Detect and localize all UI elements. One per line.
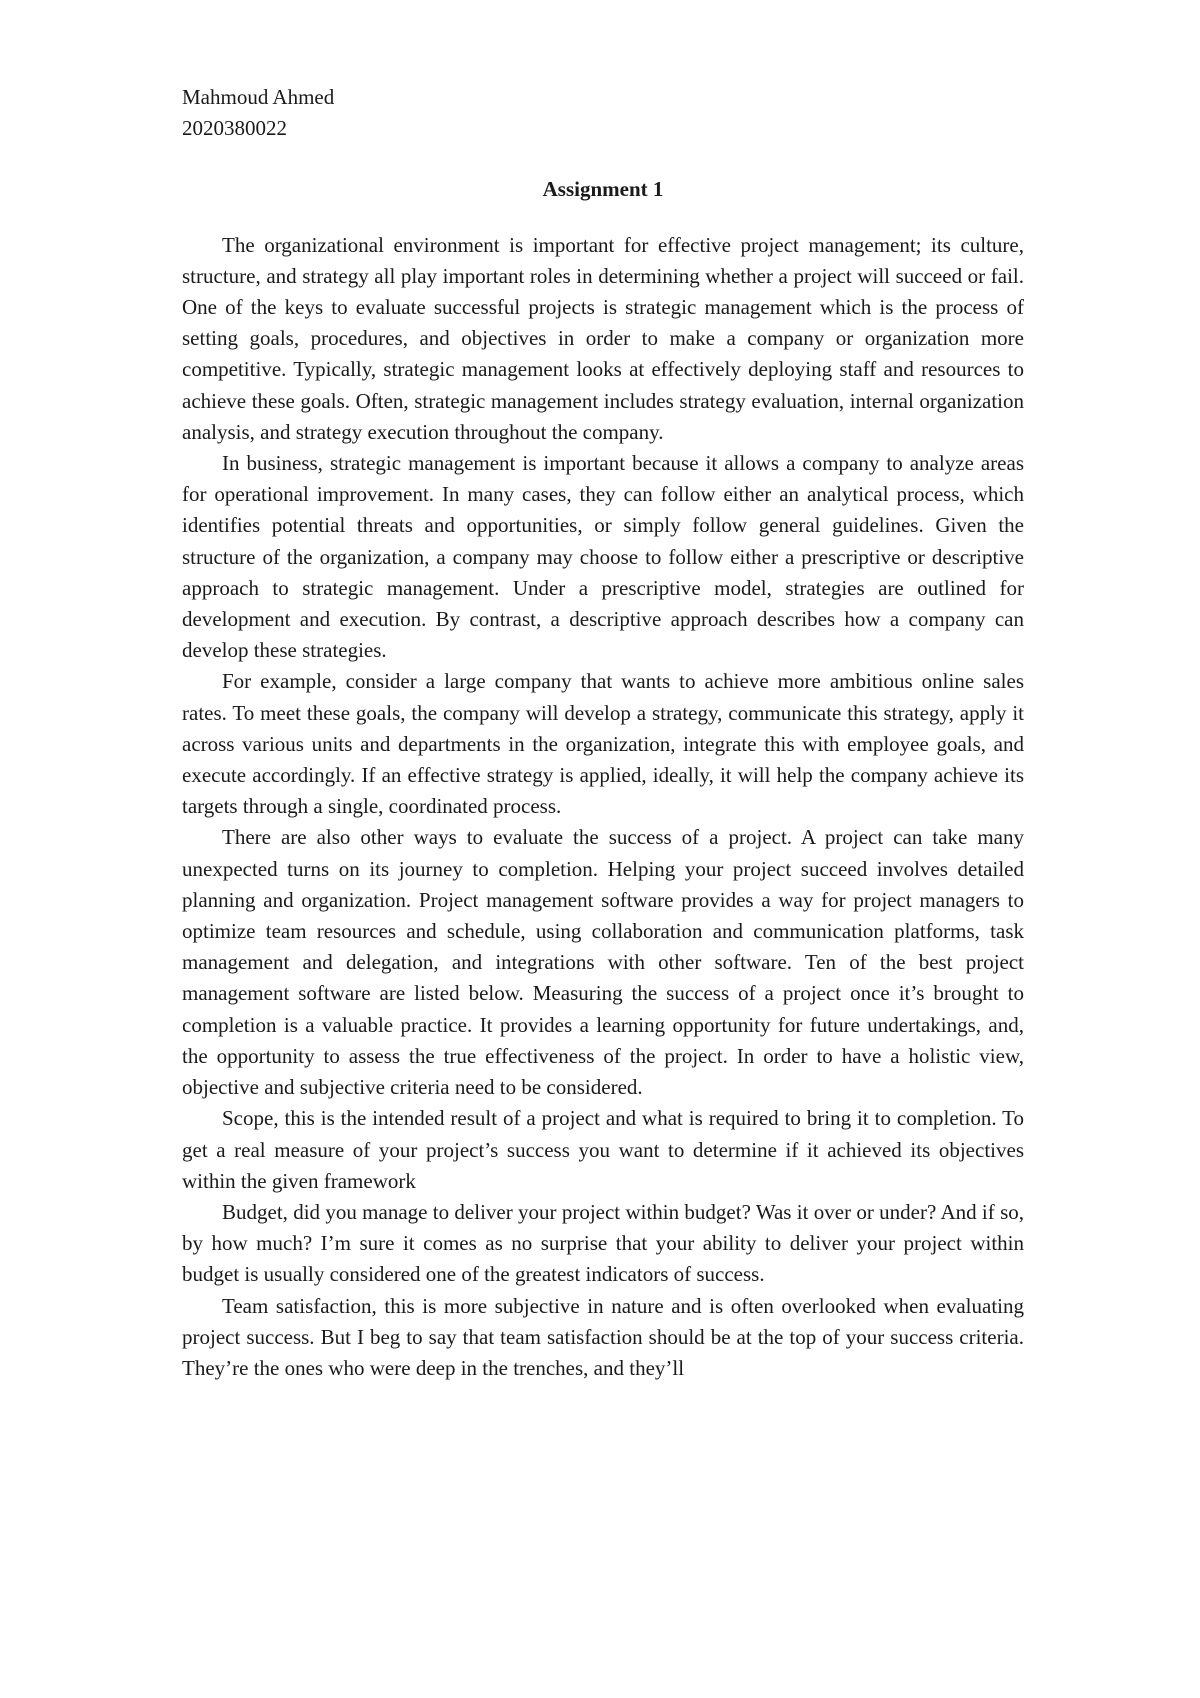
paragraph-2: In business, strategic management is important because it allows a company to analyze areas for operational improvement. In many cases, they can follow either an analytical process, which identifies potential threats and opportunities, or simply follow general guidelines. Given the structure of the organization, a company may choose to follow either a prescriptive or descriptive approach to strategic management. Under a prescriptive model, strategies are outlined for development and execution. By contrast, a descriptive approach describes how a company can develop these strategies.: [182, 451, 1024, 663]
document-title: Assignment 1: [542, 177, 664, 202]
document-body: [182, 82, 1024, 1384]
paragraph-1: The organizational environment is important for effective project management; its culture, structure, and strategy all play important roles in determining whether a project will succeed or fail. One of the keys to evaluate successful projects is strategic management which is the process of setting goals, procedures, and objectives in order to make a company or organization more competitive. Typically, strategic management looks at effectively deploying staff and resources to achieve these goals. Often, strategic management includes strategy evaluation, internal organization analysis, and strategy execution throughout the company.: [182, 232, 1024, 444]
paragraph-4: There are also other ways to evaluate the success of a project. A project can take many unexpected turns on its journey to completion. Helping your project succeed involves detailed planning and organization. Project management software provides a way for project managers to optimize team resources and schedule, using collaboration and communication platforms, task management and delegation, and integrations with other software. Ten of the best project management software are listed below. Measuring the success of a project once it’s brought to completion is a valuable practice. It provides a learning opportunity for future undertakings, and, the opportunity to assess the true effectiveness of the project. In order to have a holistic view, objective and subjective criteria need to be considered.: [182, 825, 1024, 1100]
student-id: 2020380022: [182, 116, 287, 141]
paragraph-7: Team satisfaction, this is more subjective in nature and is often overlooked when evaluating project success. But I beg to say that team satisfaction should be at the top of your success criteria. They’re the ones who were deep in the trenches, and they’ll: [182, 1293, 1024, 1380]
author-name: Mahmoud Ahmed: [182, 85, 335, 109]
paragraph-6: Budget, did you manage to deliver your project within budget? Was it over or under? And if so, by how much? I’m sure it comes as no surprise that your ability to deliver your project within budget is usually considered one of the greatest indicators of success.: [182, 1199, 1024, 1287]
paragraph-5: Scope, this is the intended result of a project and what is required to bring it to completion. To get a real measure of your project’s success you want to determine if it achieved its objectives within the given framework: [182, 1106, 1024, 1193]
paragraph-3: For example, consider a large company that wants to achieve more ambitious online sales rates. To meet these goals, the company will develop a strategy, communicate this strategy, apply it across various units and departments in the organization, integrate this with employee goals, and execute accordingly. If an effective strategy is applied, ideally, it will help the company achieve its targets through a single, coordinated process.: [182, 669, 1024, 819]
